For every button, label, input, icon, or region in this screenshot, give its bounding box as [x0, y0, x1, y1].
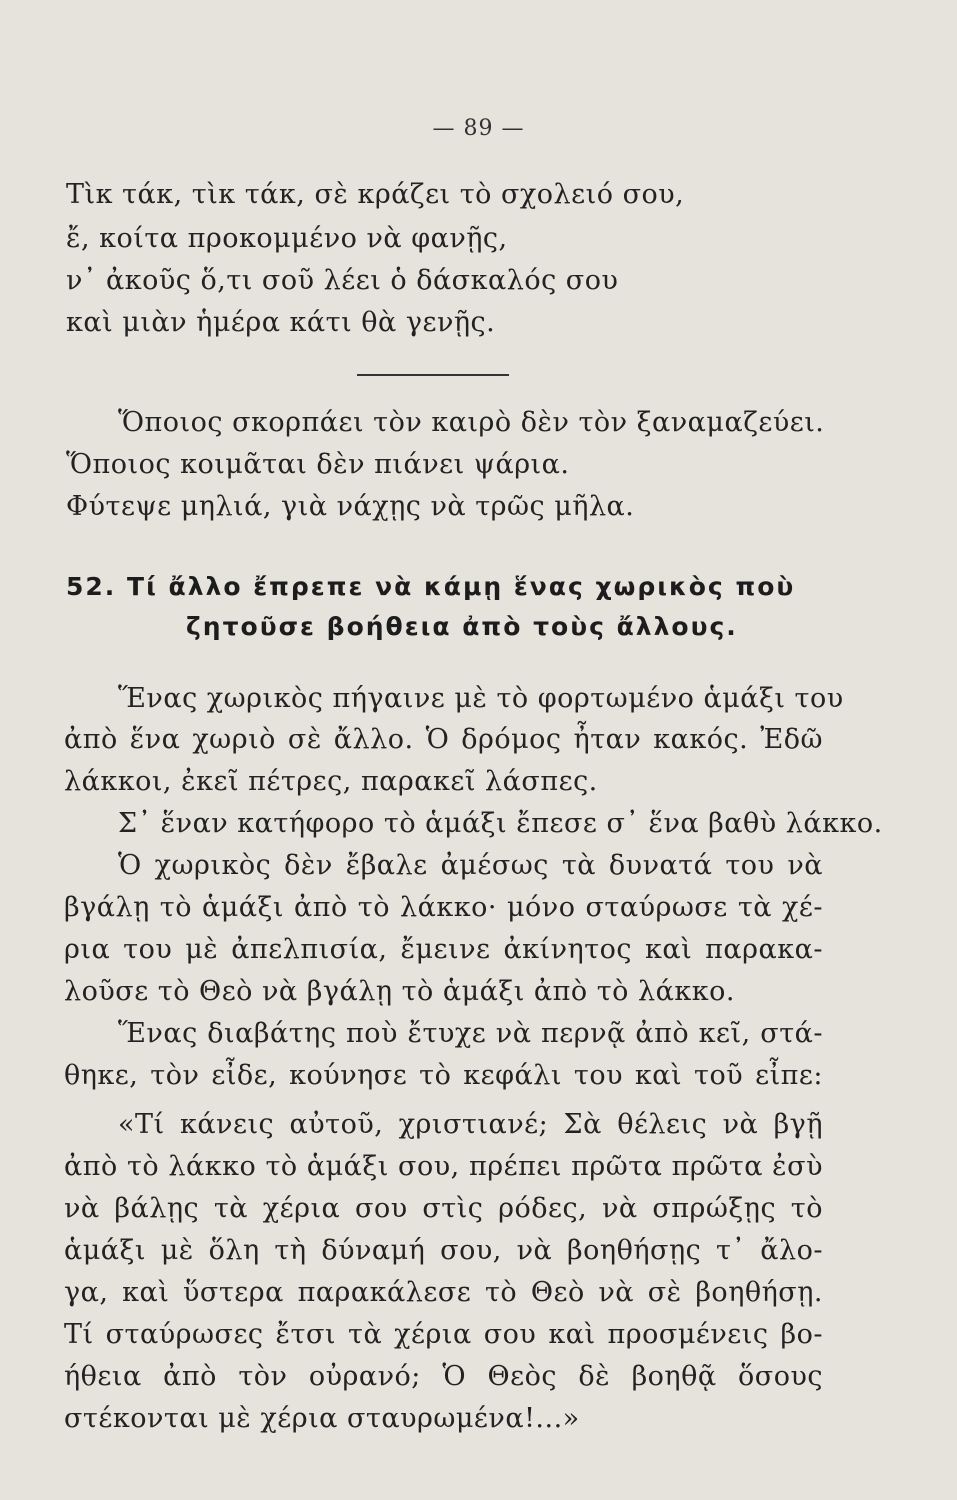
- section-divider: [357, 374, 509, 376]
- body-line-3: λάκκοι, ἐκεῖ πέτρες, παρακεῖ λάσπες.: [64, 766, 598, 797]
- body-line-10: θηκε, τὸν εἶδε, κούνησε τὸ κεφάλι του καὶ τοῦ εἶπε:: [64, 1060, 823, 1091]
- body-line-16: Τί σταύρωσες ἔτσι τὰ χέρια σου καὶ προσμένεις βο-: [64, 1319, 823, 1350]
- body-line-14: ἁμάξι μὲ ὅλη τὴ δύναμή σου, νὰ βοηθήσῃς τ᾿ ἄλο-: [64, 1235, 823, 1266]
- body-line-2: ἀπὸ ἕνα χωριὸ σὲ ἄλλο. Ὁ δρόμος ἦταν κακός. Ἐδῶ: [64, 724, 823, 755]
- body-line-15: γα, καὶ ὕστερα παρακάλεσε τὸ Θεὸ νὰ σὲ βοηθήσῃ.: [64, 1277, 823, 1308]
- body-line-9: Ἕνας διαβάτης ποὺ ἔτυχε νὰ περνᾷ ἀπὸ κεῖ, στά-: [118, 1018, 823, 1049]
- poem-line-1: Τὶκ τάκ, τὶκ τάκ, σὲ κράζει τὸ σχολειό σου,: [66, 179, 685, 210]
- body-line-7: ρια του μὲ ἀπελπισία, ἔμεινε ἀκίνητος καὶ παρακα-: [64, 934, 823, 965]
- body-line-8: λοῦσε τὸ Θεὸ νὰ βγάλῃ τὸ ἁμάξι ἀπὸ τὸ λάκκο.: [64, 976, 735, 1007]
- proverb-3: Φύτεψε μηλιά, γιὰ νάχῃς νὰ τρῶς μῆλα.: [66, 491, 635, 522]
- body-line-18: στέκονται μὲ χέρια σταυρωμένα!...»: [64, 1403, 580, 1434]
- body-line-12: ἀπὸ τὸ λάκκο τὸ ἁμάξι σου, πρέπει πρῶτα πρῶτα ἐσὺ: [64, 1151, 823, 1182]
- body-line-13: νὰ βάλῃς τὰ χέρια σου στὶς ρόδες, νὰ σπρώξῃς τὸ: [64, 1193, 823, 1224]
- body-line-5: Ὁ χωρικὸς δὲν ἔβαλε ἀμέσως τὰ δυνατά του νὰ: [118, 850, 823, 881]
- proverb-2: Ὅποιος κοιμᾶται δὲν πιάνει ψάρια.: [66, 449, 570, 480]
- page-number: — 89 —: [432, 116, 525, 141]
- section-number: 52.: [66, 572, 117, 601]
- body-line-4: Σ᾿ ἕναν κατήφορο τὸ ἁμάξι ἔπεσε σ᾿ ἕνα βαθὺ λάκκο.: [118, 808, 883, 839]
- poem-line-2: ἔ, κοίτα προκομμένο νὰ φανῇς,: [66, 223, 508, 254]
- proverb-1: Ὅποιος σκορπάει τὸν καιρὸ δὲν τὸν ξαναμαζεύει.: [118, 407, 825, 438]
- section-title-line-1: Τί ἄλλο ἔπρεπε νὰ κάμῃ ἕνας χωρικὸς ποὺ: [127, 572, 796, 601]
- poem-line-3: ν᾿ ἀκοῦς ὅ,τι σοῦ λέει ὁ δάσκαλός σου: [66, 265, 619, 296]
- body-line-6: βγάλῃ τὸ ἁμάξι ἀπὸ τὸ λάκκο· μόνο σταύρωσε τὰ χέ-: [64, 892, 823, 923]
- body-line-11: «Τί κάνεις αὐτοῦ, χριστιανέ; Σὰ θέλεις νὰ βγῇ: [118, 1109, 823, 1140]
- body-line-17: ήθεια ἀπὸ τὸν οὐρανό; Ὁ Θεὸς δὲ βοηθᾷ ὅσους: [64, 1361, 823, 1392]
- body-line-1: Ἕνας χωρικὸς πήγαινε μὲ τὸ φορτωμένο ἁμάξι του: [118, 683, 844, 714]
- section-heading: [66, 572, 795, 601]
- section-title-line-2: ζητοῦσε βοήθεια ἀπὸ τοὺς ἄλλους.: [186, 612, 738, 641]
- poem-line-4: καὶ μιὰν ἡμέρα κάτι θὰ γενῇς.: [66, 307, 496, 338]
